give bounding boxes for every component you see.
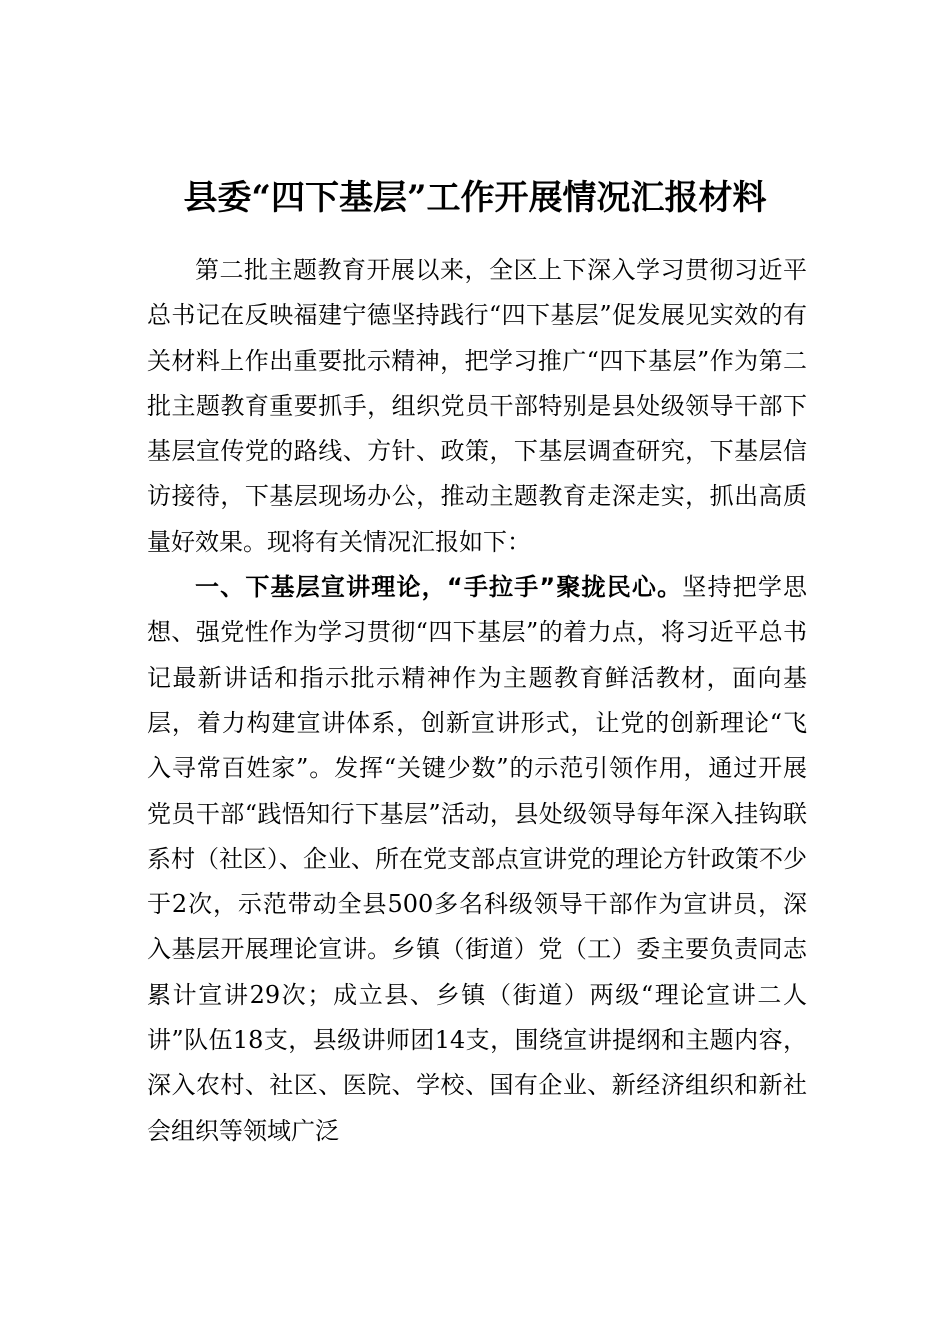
document-body <box>147 248 807 1154</box>
intro-paragraph-text: 第二批主题教育开展以来，全区上下深入学习贯彻习近平总书记在反映福建宁德坚持践行“四下基层”促发展见实效的有关材料上作出重要批示精神，把学习推广“四下基层”作为第二批主题教育重要抓手，组织党员干部特别是县处级领导干部下基层宣传党的路线、方针、政策，下基层调查研究，下基层信访接待，下基层现场办公，推动主题教育走深走实，抓出高质量好效果。现将有关情况汇报如下： <box>147 256 807 556</box>
intro-paragraph <box>147 248 807 565</box>
section-one-text: 坚持把学思想、强党性作为学习贯彻“四下基层”的着力点，将习近平总书记最新讲话和指示批示精神作为主题教育鲜活教材，面向基层，着力构建宣讲体系，创新宣讲形式，让党的创新理论“飞入寻常百姓家”。发挥“关键少数”的示范引领作用，通过开展党员干部“践悟知行下基层”活动，县处级领导每年深入挂钩联系村（社区）、企业、所在党支部点宣讲党的理论方针政策不少于2次，示范带动全县500多名科级领导干部作为宣讲员，深入基层开展理论宣讲。乡镇（街道）党（工）委主要负责同志累计宣讲29次；成立县、乡镇（街道）两级“理论宣讲二人讲”队伍18支，县级讲师团14支，围绕宣讲提纲和主题内容，深入农村、社区、医院、学校、国有企业、新经济组织和新社会组织等领域广泛 <box>147 573 808 1145</box>
section-one-heading: 一、下基层宣讲理论，“手拉手”聚拢民心。 <box>195 573 683 602</box>
section-one-paragraph <box>147 565 807 1154</box>
document-title: 县委“四下基层”工作开展情况汇报材料 <box>183 178 767 218</box>
